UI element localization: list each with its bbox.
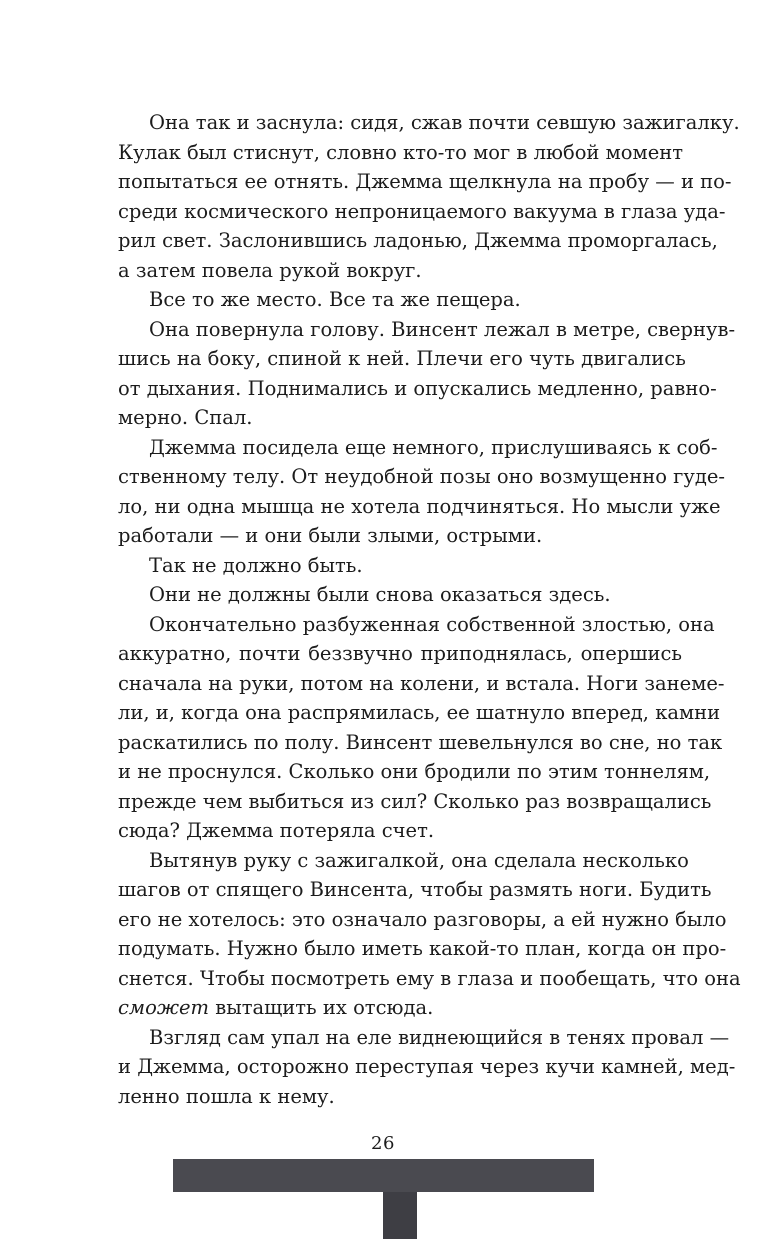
text-line: Она повернула голову. Винсент лежал в метре, свернув- [149,317,736,341]
text-line: рил свет. Заслонившись ладонью, Джемма проморгалась, [118,229,718,252]
text-line: Все то же место. Все та же пещера. [149,288,521,311]
footer-stem [383,1192,417,1239]
footer-bar [173,1159,594,1192]
text-line: от дыхания. Поднимались и опускались медленно, равно- [118,376,717,400]
page-number: 26 [371,1133,395,1154]
text-line: ственному телу. От неудобной позы оно возмущенно гуде- [118,465,725,488]
text-line: Так не должно быть. [149,553,363,577]
text-line [118,993,682,1023]
text-line: Она так и заснула: сидя, сжав почти севшую зажигалку. [149,111,740,134]
text-line: ли, и, когда она распрямилась, ее шатнуло вперед, камни [118,701,721,724]
text-line: и не проснулся. Сколько они бродили по этим тоннелям, [118,760,711,783]
text-line: среди космического непроницаемого вакуума в глаза уда- [118,199,726,223]
text-line: мерно. Спал. [118,406,253,429]
text-line: Вытянув руку с зажигалкой, она сделала несколько [149,848,689,872]
paragraph-7 [118,610,725,846]
text-line: работали — и они были злыми, острыми. [118,524,543,547]
text-line: Кулак был стиснут, словно кто-то мог в любой момент [118,140,684,164]
text-line: снется. Чтобы посмотреть ему в глаза и пообещать, что она [118,966,741,990]
paragraph-9 [118,1023,736,1112]
text-line: ло, ни одна мышца не хотела подчиняться. Но мысли уже [118,494,721,518]
text-line: шагов от спящего Винсента, чтобы размять ноги. Будить [118,878,712,901]
text-line: сюда? Джемма потеряла счет. [118,819,435,842]
paragraph-8 [118,846,741,1023]
text-line-rest: вытащить их отсюда. [209,996,434,1019]
paragraph-3 [118,315,736,433]
text-line: его не хотелось: это означало разговоры, а ей нужно было [118,907,727,931]
text-line: шись на боку, спиной к ней. Плечи его чуть двигались [118,347,686,370]
text-line: раскатились по полу. Винсент шевельнулся во сне, но так [118,730,723,754]
text-line: Джемма посидела еще немного, прислушиваясь к соб- [149,435,718,459]
italic-word: сможет [118,996,210,1019]
text-line: Окончательно разбуженная собственной злостью, она [149,612,715,636]
paragraph-5 [118,551,682,581]
paragraph-2 [118,285,682,315]
text-line: попытаться ее отнять. Джемма щелкнула на пробу — и по- [118,170,732,193]
text-line: Они не должны были снова оказаться здесь. [149,583,611,606]
paragraph-4 [118,433,725,551]
text-line: а затем повела рукой вокруг. [118,258,422,282]
text-line: подумать. Нужно было иметь какой-то план, когда он про- [118,937,727,960]
text-line: ленно пошла к нему. [118,1084,335,1108]
text-line: и Джемма, осторожно переступая через кучи камней, мед- [118,1055,736,1078]
paragraph-1 [118,108,740,285]
body-text [118,108,741,1111]
text-line: прежде чем выбиться из сил? Сколько раз возвращались [118,789,712,813]
text-line: аккуратно, почти беззвучно приподнялась, опершись [118,642,682,665]
paragraph-6 [118,580,682,610]
text-line: Взгляд сам упал на еле виднеющийся в тенях провал — [149,1025,730,1049]
text-line: сначала на руки, потом на колени, и встала. Ноги занеме- [118,671,725,695]
